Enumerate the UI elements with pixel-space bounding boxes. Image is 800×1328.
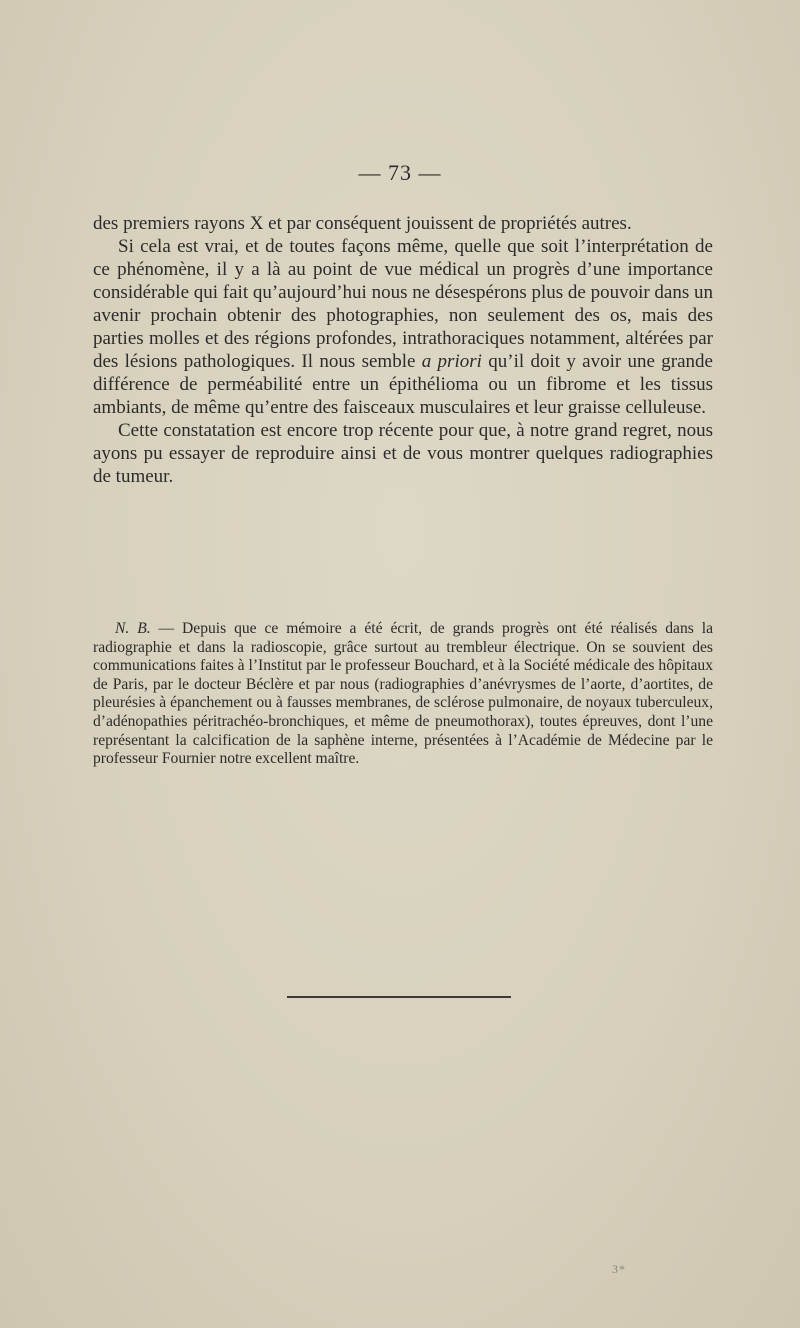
signature-mark: 3* — [612, 1262, 626, 1276]
end-rule — [287, 996, 511, 998]
footnote-text: — Depuis que ce mémoire a été écrit, de grands progrès ont été réalisés dans la radiographie et dans la radioscopie, grâce surtout au trembleur électrique. On se souvient des communications faites à l’Institut par le professeur Bouchard, et à la Société médicale des hôpitaux de Paris, par le docteur Béclère et par nous (radiographies d’anévrysmes de l’aorte, d’aortites, de pleurésies à épanchement ou à fausses membranes, de sclérose pulmonaire, de noyaux tuberculeux, d’adénopathies péritrachéo-bronchiques, et même de pneumothorax), toutes épreuves, dont l’une représentant la calcification de la saphène interne, présentées à l’Académie de Médecine par le professeur Fournier notre excellent maître. — [93, 620, 713, 768]
paragraph-1-text: des premiers rayons X et par conséquent jouissent de propriétés autres. — [93, 213, 632, 234]
paragraph-2-text-a: Si cela est vrai, et de toutes façons même, quelle que soit l’interprétation de ce phénomène, il y a là au point de vue médical un progrès d’une importance considérable qui fait qu’aujourd’hui nous ne désespérons plus de pouvoir dans un avenir prochain obtenir des photographies, non seulement des os, mais des parties molles et des régions profondes, intrathoraciques notamment, altérées par des lésions pathologiques. Il nous semble — [93, 236, 714, 372]
paragraph-2 — [93, 235, 713, 419]
main-text — [93, 212, 713, 488]
paragraph-2-italic-term: a priori — [421, 351, 482, 372]
footnote-paragraph — [93, 620, 713, 769]
paragraph-3-text: Cette constatation est encore trop récente pour que, à notre grand regret, nous ayons pu essayer de reproduire ainsi et de vous montrer quelques radiographies de tumeur. — [93, 420, 713, 487]
footnote — [93, 620, 713, 769]
paragraph-3 — [93, 419, 713, 488]
paragraph-2-text-b: qu’il doit y avoir une grande différence de perméabilité entre un épithélioma ou un fibrome et les tissus ambiants, de même qu’entre des faisceaux musculaires et leur graisse celluleuse. — [93, 351, 713, 418]
footnote-label: N. B. — [115, 620, 151, 637]
paragraph-1 — [93, 212, 713, 235]
page-number: — 73 — — [358, 160, 442, 185]
